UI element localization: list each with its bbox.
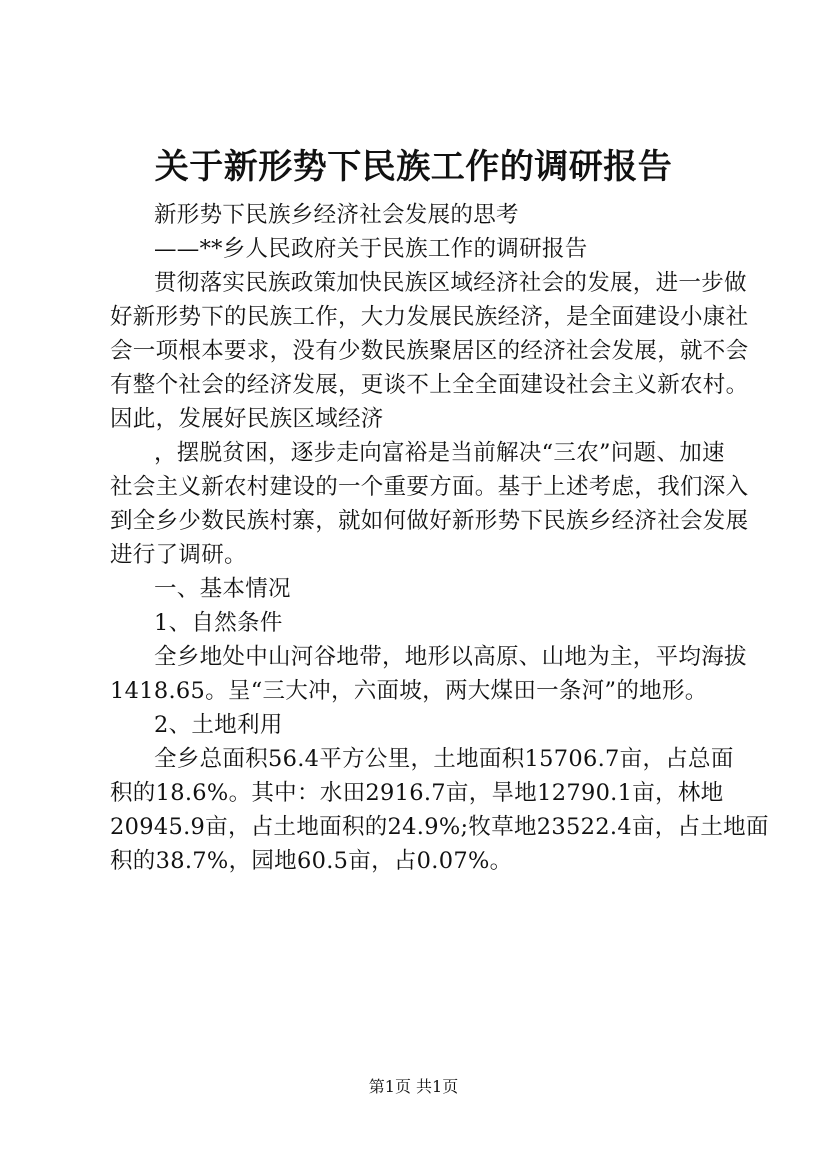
paragraph-line: ，摆脱贫困，逐步走向富裕是当前解决“三农”问题、加速 bbox=[154, 440, 725, 466]
paragraph-line: 贯彻落实民族政策加快民族区域经济社会的发展，进一步做 bbox=[154, 270, 747, 296]
paragraph-line: 积的38.7%，园地60.5亩，占0.07%。 bbox=[110, 848, 513, 874]
paragraph-line: 好新形势下的民族工作，大力发展民族经济，是全面建设小康社 bbox=[110, 304, 749, 330]
page-footer: 第1页 共1页 bbox=[368, 1077, 459, 1096]
paragraph-line: 20945.9亩，占土地面积的24.9%;牧草地23522.4亩，占土地面 bbox=[110, 814, 769, 840]
document-body bbox=[110, 198, 769, 878]
document-title: 关于新形势下民族工作的调研报告 bbox=[154, 147, 673, 187]
paragraph-line: 全乡地处中山河谷地带，地形以高原、山地为主，平均海拔 bbox=[154, 644, 747, 670]
paragraph-line: 因此，发展好民族区域经济 bbox=[110, 406, 384, 432]
paragraph-line: 会一项根本要求，没有少数民族聚居区的经济社会发展，就不会 bbox=[110, 338, 749, 364]
paragraph-line: 有整个社会的经济发展，更谈不上全全面建设社会主义新农村。 bbox=[110, 372, 749, 398]
paragraph-line: 积的18.6%。其中：水田2916.7亩，旱地12790.1亩，林地 bbox=[110, 780, 724, 806]
paragraph-line: 社会主义新农村建设的一个重要方面。基于上述考虑，我们深入 bbox=[110, 474, 749, 500]
subsection-heading: 1、自然条件 bbox=[154, 610, 283, 636]
paragraph-line: 进行了调研。 bbox=[110, 542, 247, 568]
paragraph-line: 1418.65。呈“三大冲，六面坡，两大煤田一条河”的地形。 bbox=[110, 678, 708, 704]
paragraph-line: 全乡总面积56.4平方公里，土地面积15706.7亩，占总面 bbox=[154, 746, 734, 772]
subtitle-line: ——**乡人民政府关于民族工作的调研报告 bbox=[154, 236, 588, 262]
section-heading: 一、基本情况 bbox=[154, 576, 291, 602]
paragraph-line: 到全乡少数民族村寨，就如何做好新形势下民族乡经济社会发展 bbox=[110, 508, 749, 534]
subtitle-line: 新形势下民族乡经济社会发展的思考 bbox=[154, 202, 519, 228]
subsection-heading: 2、土地利用 bbox=[154, 712, 283, 738]
